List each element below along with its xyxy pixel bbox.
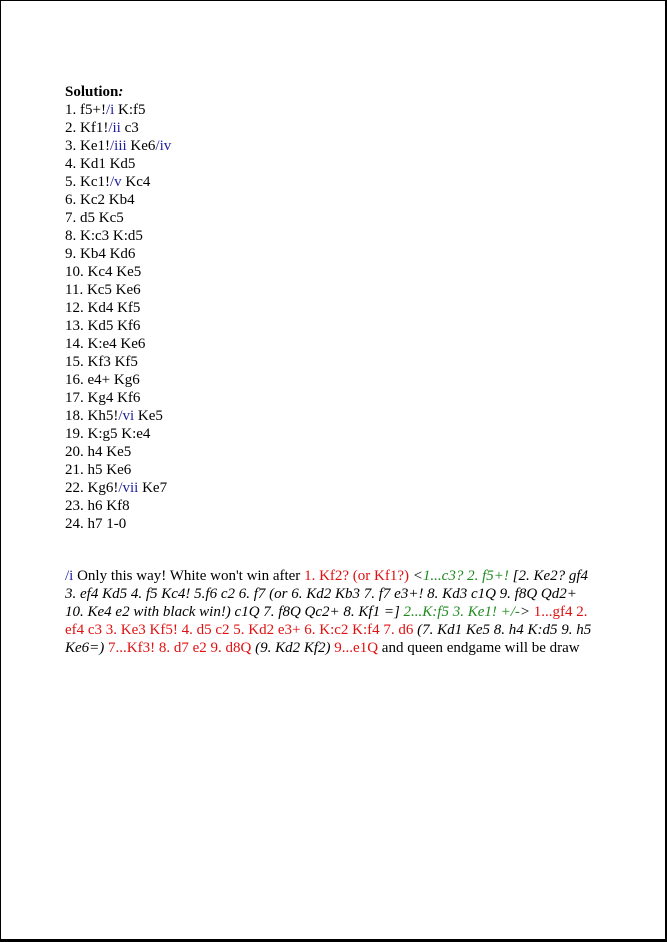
move-text: K:f5	[114, 102, 146, 118]
footnote-ref: /vii	[118, 480, 139, 496]
annotation-segment: /i	[65, 568, 74, 584]
move-text: Ke5	[134, 408, 163, 424]
move-text: 16. e4+ Kg6	[65, 372, 140, 388]
move-line	[65, 407, 171, 425]
move-text: 14. K:e4 Ke6	[65, 336, 146, 352]
move-line	[65, 101, 171, 119]
move-line	[65, 461, 171, 479]
move-text: 19. K:g5 K:e4	[65, 426, 151, 442]
annotation-segment: 1. Kf2? (or Kf1?)	[304, 568, 410, 584]
annotation-segment: [2. Ke2? gf4 3. ef4 Kd5 4. f5 Kc4! 5.f6 c2 6. f7 (or 6. Kd2 Kb3 7. f7 e3+! 8. Kd3 c1Q 9. f8Q Qd2+ 10. Ke4 e2 with black win!) c1Q 7. f8Q Qc2+ 8. Kf1 =]	[65, 568, 589, 620]
move-text: 8. K:c3 K:d5	[65, 228, 143, 244]
footnote-ref: /i	[105, 102, 115, 118]
move-line	[65, 245, 171, 263]
move-line	[65, 173, 171, 191]
move-text: 7. d5 Kc5	[65, 210, 124, 226]
footnote-ref: /vi	[118, 408, 135, 424]
move-text: 24. h7 1-0	[65, 516, 127, 532]
move-text: 18. Kh5!	[65, 408, 119, 424]
move-text: 2. Kf1!	[65, 120, 109, 136]
move-line	[65, 191, 171, 209]
annotation-segment: 1...gf4 2. ef4 c3 3. Ke3 Kf5! 4. d5 c2 5. Kd2 e3+ 6. K:c2 K:f4 7. d6	[65, 604, 588, 638]
move-text: 17. Kg4 Kf6	[65, 390, 141, 406]
move-text: Ke7	[138, 480, 168, 496]
move-line	[65, 353, 171, 371]
move-text: 10. Kc4 Ke5	[65, 264, 142, 280]
move-line	[65, 119, 171, 137]
annotation-i	[65, 567, 595, 657]
move-text: 3. Ke1!	[65, 138, 110, 154]
solution-heading	[65, 83, 123, 101]
move-line	[65, 335, 171, 353]
annotation-segment: >	[519, 604, 534, 620]
move-line	[65, 389, 171, 407]
move-line	[65, 443, 171, 461]
solution-heading-colon: :	[118, 84, 124, 100]
move-text: 9. Kb4 Kd6	[65, 246, 136, 262]
move-text: 23. h6 Kf8	[65, 498, 130, 514]
move-text: 20. h4 Ke5	[65, 444, 132, 460]
annotation-segment: Only this way! White won't win after	[73, 568, 305, 584]
move-line	[65, 137, 171, 155]
footnote-ref: /iii	[110, 138, 127, 154]
annotation-segment: (9. Kd2 Kf2)	[251, 640, 335, 656]
move-line	[65, 425, 171, 443]
move-line	[65, 317, 171, 335]
move-text: 21. h5 Ke6	[65, 462, 132, 478]
solution-heading-text: Solution	[65, 84, 119, 100]
moves-list	[65, 101, 171, 533]
footnote-ref: /v	[110, 174, 122, 190]
move-line	[65, 515, 171, 533]
move-text: 12. Kd4 Kf5	[65, 300, 141, 316]
move-line	[65, 299, 171, 317]
move-text: 1. f5+!	[65, 102, 106, 118]
annotation-segment: 9...e1Q	[334, 640, 379, 656]
move-text: 5. Kc1!	[65, 174, 110, 190]
annotation-segment: 1...c3? 2. f5+!	[422, 568, 509, 584]
annotation-segment: (7. Kd1 Ke5 8. h4 K:d5 9. h5 Ke6=)	[65, 622, 592, 656]
annotation-segment: and queen endgame will be draw	[378, 640, 580, 656]
move-text: 4. Kd1 Kd5	[65, 156, 136, 172]
move-text: 15. Kf3 Kf5	[65, 354, 138, 370]
move-line	[65, 497, 171, 515]
footnote-ref: /iv	[155, 138, 172, 154]
move-text: c3	[120, 120, 139, 136]
move-text: Ke6	[126, 138, 156, 154]
annotation-segment: <	[409, 568, 423, 584]
move-line	[65, 263, 171, 281]
move-line	[65, 371, 171, 389]
annotation-segment: 7...Kf3! 8. d7 e2 9. d8Q	[108, 640, 252, 656]
move-text: 6. Kc2 Kb4	[65, 192, 135, 208]
move-line	[65, 209, 171, 227]
move-text: 13. Kd5 Kf6	[65, 318, 141, 334]
move-text: 22. Kg6!	[65, 480, 119, 496]
annotation-segment: 2...K:f5 3. Ke1! +/-	[403, 604, 520, 620]
move-line	[65, 281, 171, 299]
move-line	[65, 479, 171, 497]
move-text: 11. Kc5 Ke6	[65, 282, 141, 298]
footnote-ref: /ii	[108, 120, 121, 136]
move-line	[65, 155, 171, 173]
move-line	[65, 227, 171, 245]
move-text: Kc4	[121, 174, 151, 190]
